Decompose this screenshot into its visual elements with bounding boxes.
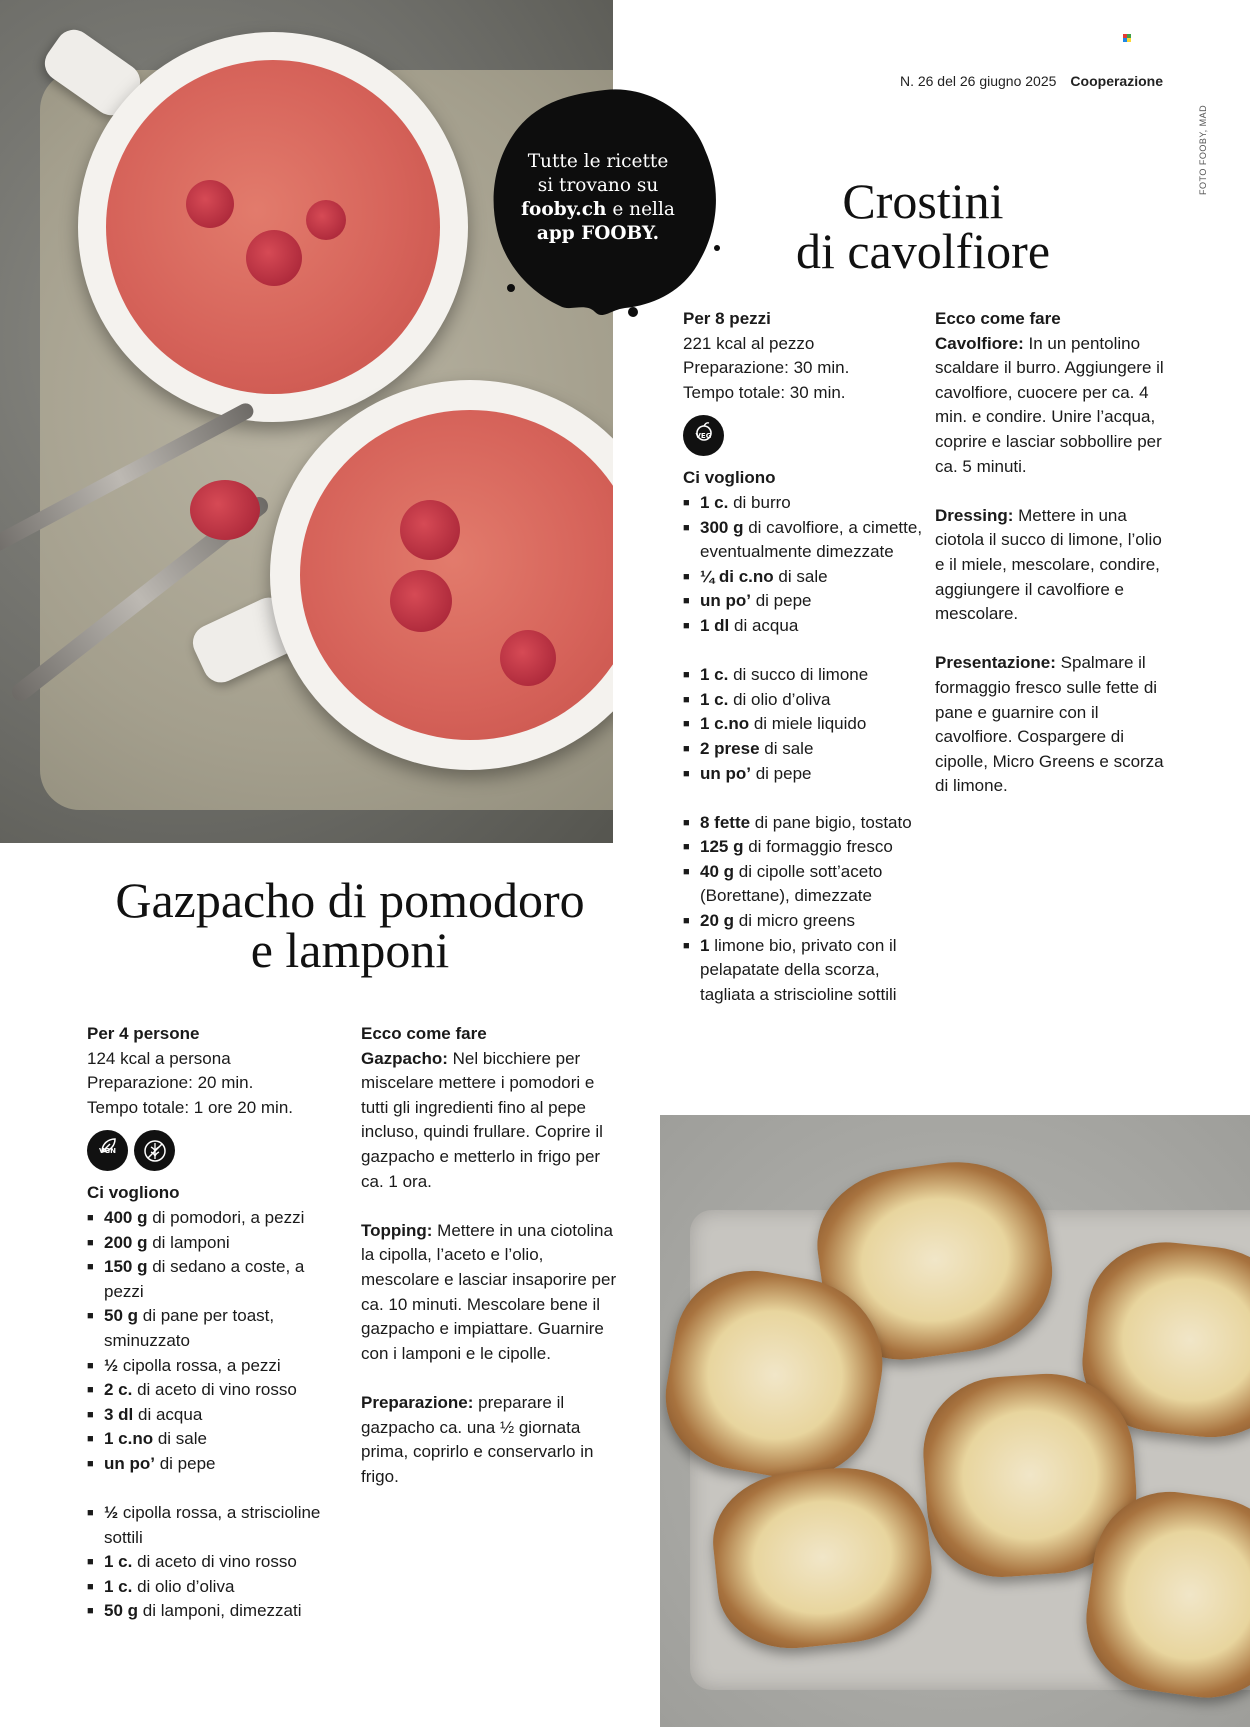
ingredient-quantity: 2 prese [700,738,760,758]
ingredients-heading: Ci vogliono [87,1183,180,1203]
gazpacho-ingredients-column [87,1022,342,1624]
ingredient-text: di pepe [750,763,812,783]
ingredient-quantity: 1 c. [700,492,729,512]
ingredient-text: di olio d’oliva [728,689,831,709]
gazpacho-method-column [361,1022,621,1489]
ingredient-item [87,1354,342,1379]
promo-line: Tutte le ricette [527,151,669,172]
crostini-photo [660,1115,1250,1727]
ingredient-quantity: 125 g [700,837,744,857]
ingredient-item [683,589,928,614]
step-label: Dressing: [935,505,1014,525]
promo-text [498,150,698,246]
gazpacho-title [60,872,640,978]
veg-icon [683,415,724,456]
step-label: Gazpacho: [361,1048,448,1068]
ingredient-list [87,1206,342,1477]
ingredient-text: di pane bigio, tostato [750,812,912,832]
ingredient-quantity: 1 c.no [104,1429,154,1449]
ingredient-text: di pane per toast, sminuzzato [104,1306,275,1350]
raspberry [190,480,260,540]
ingredient-item [683,663,928,688]
ingredient-text: di sale [773,566,828,586]
ingredient-text: di pepe [154,1453,216,1473]
title-line: Gazpacho di pomodoro [115,872,585,928]
total-time: Tempo totale: 30 min. [683,382,846,402]
ingredient-list [683,491,928,639]
raspberry [400,500,460,560]
ingredient-item [683,614,928,639]
magazine-name: Cooperazione [1070,73,1163,89]
prep-time: Preparazione: 30 min. [683,358,850,378]
ingredient-item [87,1403,342,1428]
ingredient-text: di olio d’oliva [132,1576,235,1596]
ingredient-text: di micro greens [734,911,855,931]
ingredient-quantity: 3 dl [104,1404,134,1424]
method-step [361,1391,621,1489]
ingredient-text: di burro [728,492,791,512]
ingredient-text: di sedano a coste, a pezzi [104,1257,305,1301]
raspberry [186,180,234,228]
ingredient-quantity: ¼ di c.no [700,566,774,586]
ingredient-quantity: 1 [700,935,710,955]
promo-app-label: app FOOBY. [536,223,660,244]
ingredients-heading: Ci vogliono [683,468,776,488]
ingredient-quantity: 40 g [700,861,735,881]
ingredient-quantity: 300 g [700,517,744,537]
ingredient-list [683,811,928,1008]
ingredient-item [87,1550,342,1575]
method-step [935,332,1170,480]
ingredient-item [683,688,928,713]
ingredient-text: di sale [153,1429,207,1449]
diet-icons [87,1130,342,1171]
promo-app [498,222,698,246]
portions: Per 4 persone [87,1024,200,1043]
method-step [935,504,1170,627]
ingredient-quantity: ½ [104,1355,119,1375]
ingredient-text: di miele liquido [749,714,867,734]
total-time: Tempo totale: 1 ore 20 min. [87,1097,294,1117]
step-text: Mettere in una ciotolina la cipolla, l’aceto e l’olio, mescolare e lasciar insaporire per ca. 10 minuti. Mescolare bene il gazpacho e impiattare. Guarnire con i lamponi e le cipolle. [361,1220,617,1363]
raspberry [500,630,556,686]
issue-line [900,73,1163,89]
raspberry [306,200,346,240]
ingredient-item [683,565,928,590]
promo-link[interactable]: fooby.ch [521,199,607,220]
ingredient-item [683,835,928,860]
ingredient-item [87,1231,342,1256]
method-step [361,1219,621,1367]
portions: Per 8 pezzi [683,309,771,328]
method-heading: Ecco come fare [361,1024,487,1043]
vegan-icon [87,1130,128,1171]
ingredient-text: di sale [759,738,814,758]
method-steps [361,1047,621,1490]
method-steps [935,332,1170,799]
ingredient-list [683,663,928,786]
kcal: 221 kcal al pezzo [683,333,815,353]
ingredient-text: di cipolle sott’aceto (Borettane), dimezzate [700,861,883,906]
ingredient-item [683,860,928,909]
ingredient-item [87,1575,342,1600]
step-label: Cavolfiore: [935,333,1024,353]
method-step [935,651,1170,799]
step-text: In un pentolino scaldare il burro. Aggiungere il cavolfiore, cuocere per ca. 4 min. e condire. Unire l’acqua, coprire e lasciar sobbollire per ca. 5 minuti. [935,333,1164,476]
ingredient-item [87,1501,342,1550]
ingredient-quantity: 1 c. [700,689,729,709]
soup-bowl [78,32,468,422]
ingredient-item [87,1378,342,1403]
ingredient-quantity: 50 g [104,1306,139,1326]
ingredient-text: di acqua [729,615,799,635]
gluten-free-icon [134,1130,175,1171]
ingredient-quantity: 400 g [104,1207,148,1227]
ingredient-item [87,1304,342,1353]
ingredient-quantity: 1 c. [700,665,729,685]
title-line: di cavolfiore [795,223,1051,279]
ingredient-quantity: 200 g [104,1232,148,1252]
ingredient-quantity: un po’ [700,763,751,783]
ingredient-item [87,1255,342,1304]
step-text: Spalmare il formaggio fresco sulle fette di pane e guarnire con il cavolfiore. Cospargere di cipolle, Micro Greens e scorza di limone. [935,653,1164,796]
ingredient-text: di pepe [750,591,812,611]
ingredient-quantity: 20 g [700,911,735,931]
step-text: preparare il gazpacho ca. una ½ giornata prima, coprirlo e conservarlo in frigo. [361,1392,594,1486]
ingredient-item [683,934,928,1008]
ingredient-text: di succo di limone [728,665,869,685]
ingredient-item [87,1206,342,1231]
ingredient-quantity: 50 g [104,1601,139,1621]
ingredient-item [683,762,928,787]
ingredient-quantity: 2 c. [104,1380,133,1400]
ingredient-item [683,516,928,565]
ingredient-text: di lamponi, dimezzati [138,1601,302,1621]
ingredient-quantity: 8 fette [700,812,751,832]
soup [106,60,440,394]
ingredient-text: di acqua [133,1404,203,1424]
ingredient-quantity: 1 dl [700,615,730,635]
ingredient-item [683,909,928,934]
method-step [361,1047,621,1195]
promo-line: si trovano su [537,175,659,196]
promo-line [498,198,698,222]
ingredient-item [683,491,928,516]
step-label: Preparazione: [361,1392,474,1412]
ingredient-text: di pomodori, a pezzi [147,1207,305,1227]
ingredient-quantity: 150 g [104,1257,148,1277]
ingredient-quantity: 1 c.no [700,714,750,734]
method-heading: Ecco come fare [935,309,1061,328]
crostini-title [770,173,1076,279]
ingredient-item [683,737,928,762]
ingredient-quantity: 1 c. [104,1576,133,1596]
crostini-ingredients-column [683,307,928,1007]
title-line: e lamponi [250,922,450,978]
ingredient-text: cipolla rossa, a striscioline sottili [104,1503,321,1547]
ingredient-text: limone bio, privato con il pelapatate della scorza, tagliata a striscioline sottili [700,935,897,1004]
ingredient-quantity: un po’ [104,1453,155,1473]
ingredient-list [87,1501,342,1624]
ingredient-item [87,1599,342,1624]
ingredient-item [683,712,928,737]
promo-text-rest: e nella [606,199,675,220]
ingredient-quantity: un po’ [700,591,751,611]
ingredient-quantity: 1 c. [104,1552,133,1572]
step-text: Mettere in una ciotola il succo di limone, l’olio e il miele, mescolare, condire, aggiungere il cavolfiore e mescolare. [935,505,1162,624]
title-line: Crostini [842,173,1004,229]
ingredient-text: cipolla rossa, a pezzi [118,1355,281,1375]
photo-credit: FOTO FOOBY, MAD [1198,104,1208,195]
vegan-label: VGN [98,1146,117,1155]
ingredient-text: di formaggio fresco [743,837,893,857]
ingredient-item [87,1427,342,1452]
ingredient-text: di cavolfiore, a cimette, eventualmente dimezzate [700,517,923,562]
crostini-method-column [935,307,1170,799]
ingredient-item [683,811,928,836]
prep-time: Preparazione: 20 min. [87,1073,254,1093]
issue-date: N. 26 del 26 giugno 2025 [899,73,1057,89]
raspberry [246,230,302,286]
ingredient-quantity: ½ [104,1503,119,1523]
step-label: Topping: [361,1220,433,1240]
diet-icons [683,415,928,456]
veg-label: VEG [695,431,712,440]
ingredient-item [87,1452,342,1477]
ingredient-text: di aceto di vino rosso [132,1380,297,1400]
soup [300,410,613,740]
kcal: 124 kcal a persona [87,1048,231,1068]
ingredient-text: di aceto di vino rosso [132,1552,297,1572]
color-mark [1123,34,1131,42]
step-text: Nel bicchiere per miscelare mettere i pomodori e tutti gli ingredienti fino al pepe incluso, quindi frullare. Coprire il gazpacho e metterlo in frigo per ca. 1 ora. [361,1048,603,1191]
raspberry [390,570,452,632]
step-label: Presentazione: [935,653,1056,673]
ingredient-text: di lamponi [147,1232,230,1252]
